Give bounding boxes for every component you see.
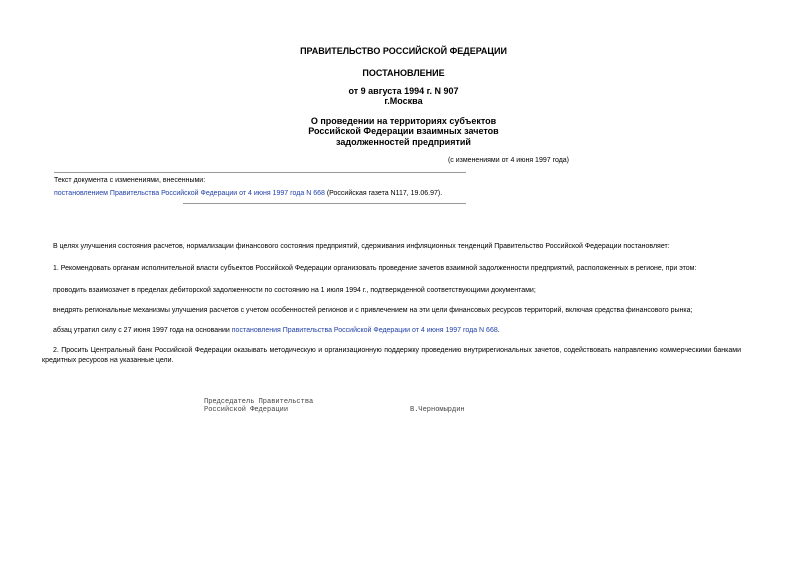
divider-bottom: [183, 203, 466, 204]
clause-1-item-repealed: [53, 326, 741, 336]
repeal-link[interactable]: постановления Правительства Российской Федерации от 4 июня 1997 года N 668: [231, 327, 498, 334]
amendment-link[interactable]: постановлением Правительства Российской Федерации от 4 июня 1997 года N 668: [54, 190, 325, 197]
repealed-suffix: .: [497, 327, 500, 334]
title-line-1: О проведении на территориях субъектов: [310, 116, 497, 126]
changes-note: (с изменениями от 4 июня 1997 года): [447, 157, 570, 164]
signatory-title-line-2: Российской Федерации: [204, 406, 289, 414]
doc-type-heading: ПОСТАНОВЛЕНИЕ: [362, 68, 445, 78]
amendment-source: (Российская газета N117, 19.06.97).: [324, 190, 443, 197]
signatory-title-line-1: Председатель Правительства: [204, 398, 314, 406]
date-number: от 9 августа 1994 г. N 907: [348, 86, 459, 96]
clause-1-paragraph: 1. Рекомендовать органам исполнительной власти субъектов Российской Федерации организовать проведение зачетов взаимной задолженности предприятий, расположенных в регионе, при этом:: [53, 265, 697, 272]
issuer-heading: ПРАВИТЕЛЬСТВО РОССИЙСКОЙ ФЕДЕРАЦИИ: [300, 46, 507, 56]
preamble-paragraph: В целях улучшения состояния расчетов, нормализации финансового состояния предприятий, сдерживания инфляционных тенденций Правительство Российской Федерации постановляет:: [53, 243, 670, 250]
clause-1-item-offset: проводить взаимозачет в пределах дебиторской задолженности по состоянию на 1 июля 1994 г., подтвержденной соответствующими документами;: [53, 287, 536, 294]
clause-1-item-mechanisms: внедрять региональные механизмы улучшения расчетов с учетом особенностей регионов и с привлечением на эти цели финансовых ресурсов территорий, включая средства финансового рынка;: [53, 307, 693, 314]
amendments-intro: Текст документа с изменениями, внесенными:: [54, 177, 206, 184]
divider-top: [54, 172, 466, 173]
title-line-3: задолженностей предприятий: [336, 137, 471, 147]
title-line-2: Российской Федерации взаимных зачетов: [308, 126, 499, 136]
city: г.Москва: [384, 96, 423, 106]
repealed-prefix: абзац утратил силу с 27 июня 1997 года на основании: [53, 327, 232, 334]
amendments-reference: [54, 189, 466, 199]
signatory-name: В.Черномырдин: [410, 406, 465, 414]
clause-2-paragraph: 2. Просить Центральный банк Российской Федерации оказывать методическую и организационную поддержку проведению внутрирегиональных зачетов, содействовать направлению коммерческими банками кредитных ресурсов на указанные цели.: [42, 347, 741, 364]
amendments-block: [54, 172, 466, 204]
